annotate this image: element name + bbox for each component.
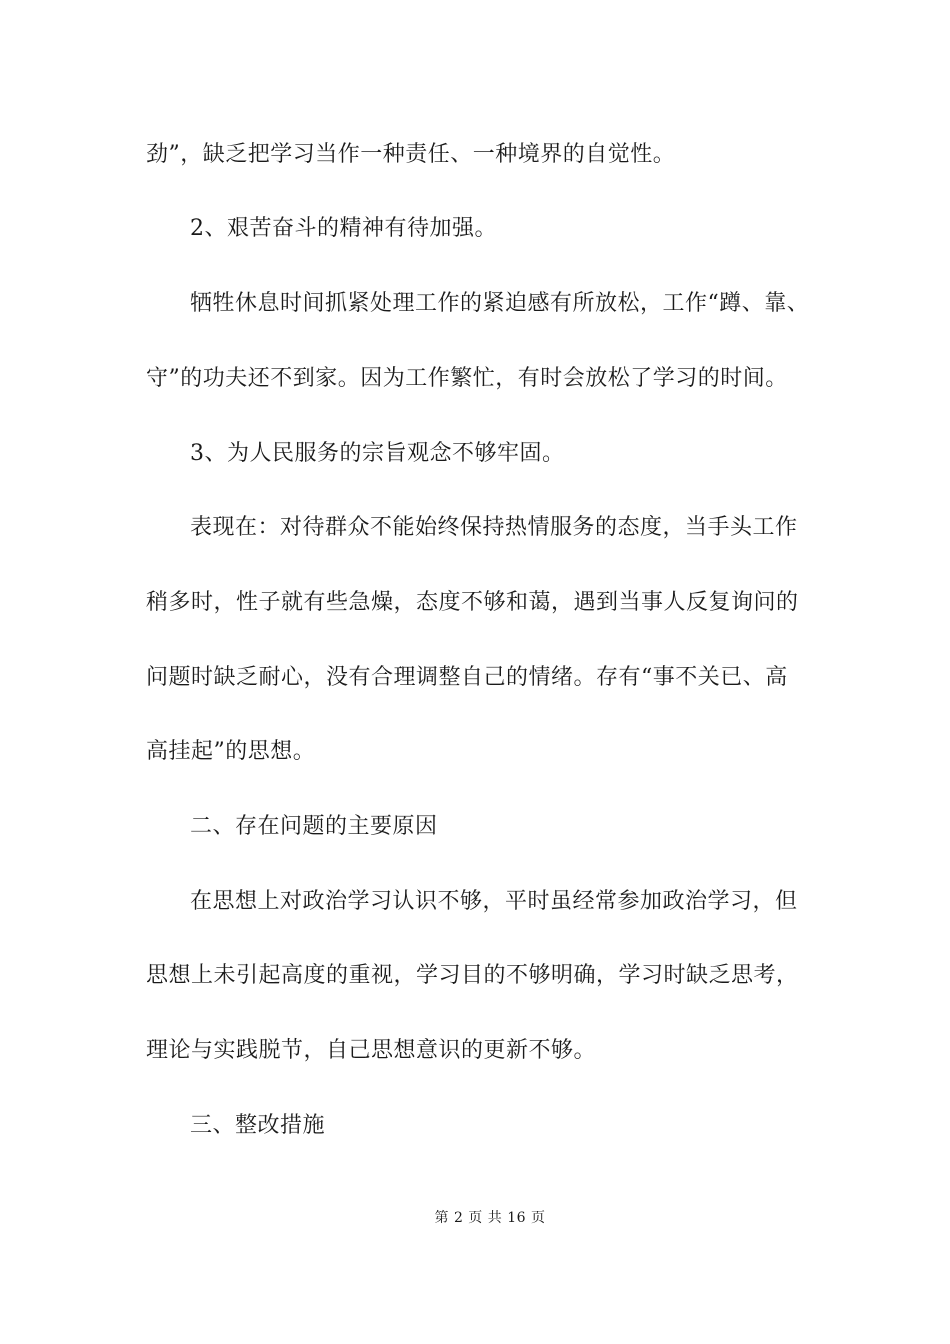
section-heading: 二、存在问题的主要原因	[190, 814, 438, 839]
paragraph-line: 表现在：对待群众不能始终保持热情服务的态度，当手头工作	[190, 515, 798, 540]
paragraph-line: 劲”，缺乏把学习当作一种责任、一种境界的自觉性。	[146, 142, 676, 167]
paragraph-line: 理论与实践脱节，自己思想意识的更新不够。	[146, 1038, 597, 1063]
list-item-heading: 2、艰苦奋斗的精神有待加强。	[190, 216, 497, 241]
paragraph-line: 高挂起”的思想。	[146, 739, 316, 764]
paragraph-line: 在思想上对政治学习认识不够，平时虽经常参加政治学习，但	[190, 889, 798, 914]
paragraph-line: 思想上未引起高度的重视，学习目的不够明确，学习时缺乏思考，	[146, 963, 799, 988]
section-heading: 三、整改措施	[190, 1113, 326, 1138]
paragraph-line: 牺牲休息时间抓紧处理工作的紧迫感有所放松，工作“蹲、靠、	[190, 291, 810, 316]
paragraph-line: 稍多时，性子就有些急燥，态度不够和蔼，遇到当事人反复询问的	[146, 590, 799, 615]
paragraph-line: 守”的功夫还不到家。因为工作繁忙，有时会放松了学习的时间。	[146, 366, 788, 391]
paragraph-line: 问题时缺乏耐心，没有合理调整自己的情绪。存有“事不关已、高	[146, 665, 788, 690]
page-number-footer: 第 2 页 共 16 页	[434, 1210, 546, 1226]
list-item-heading: 3、为人民服务的宗旨观念不够牢固。	[190, 441, 565, 466]
